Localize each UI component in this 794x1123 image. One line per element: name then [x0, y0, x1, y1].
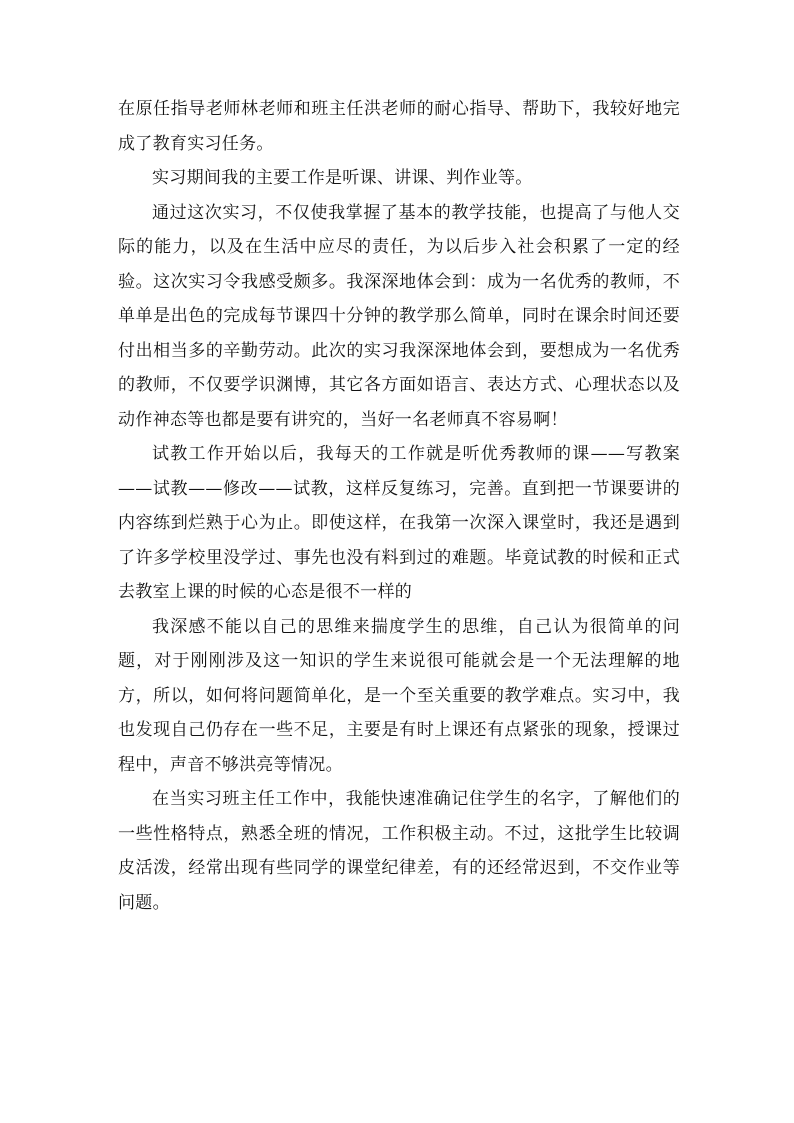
paragraph-trial-teaching: 试教工作开始以后，我每天的工作就是听优秀教师的课——写教案——试教——修改——试教，这样反复练习，完善。直到把一节课要讲的内容练到烂熟于心为止。即使这样，在我第一次深入课堂时，我还是遇到了许多学校里没学过、事先也没有料到过的难题。毕竟试教的时候和正式去教室上课的时候的心态是很不一样的 [118, 444, 680, 602]
paragraph-main-work: 实习期间我的主要工作是听课、讲课、判作业等。 [152, 168, 533, 188]
paragraph-intro: 在原任指导老师林老师和班主任洪老师的耐心指导、帮助下，我较好地完成了教育实习任务。 [118, 99, 680, 154]
document-body [118, 92, 680, 920]
paragraph-internship-gains: 通过这次实习，不仅使我掌握了基本的教学技能，也提高了与他人交际的能力，以及在生活中应尽的责任，为以后步入社会积累了一定的经验。这次实习令我感受颇多。我深深地体会到：成为一名优秀的教师，不单单是出色的完成每节课四十分钟的教学那么简单，同时在课余时间还要付出相当多的辛勤劳动。此次的实习我深深地体会到，要想成为一名优秀的教师，不仅要学识渊博，其它各方面如语言、表达方式、心理状态以及动作神态等也都是要有讲究的，当好一名老师真不容易啊！ [118, 202, 680, 430]
paragraph-reflection: 我深感不能以自己的思维来揣度学生的思维，自己认为很简单的问题，对于刚刚涉及这一知识的学生来说很可能就会是一个无法理解的地方，所以，如何将问题简单化，是一个至关重要的教学难点。实习中，我也发现自己仍存在一些不足，主要是有时上课还有点紧张的现象，授课过程中，声音不够洪亮等情况。 [118, 616, 680, 775]
paragraph-class-teacher: 在当实习班主任工作中，我能快速准确记住学生的名字，了解他们的一些性格特点，熟悉全班的情况，工作积极主动。不过，这批学生比较调皮活泼，经常出现有些同学的课堂纪律差，有的还经常迟到，不交作业等问题。 [118, 789, 680, 913]
